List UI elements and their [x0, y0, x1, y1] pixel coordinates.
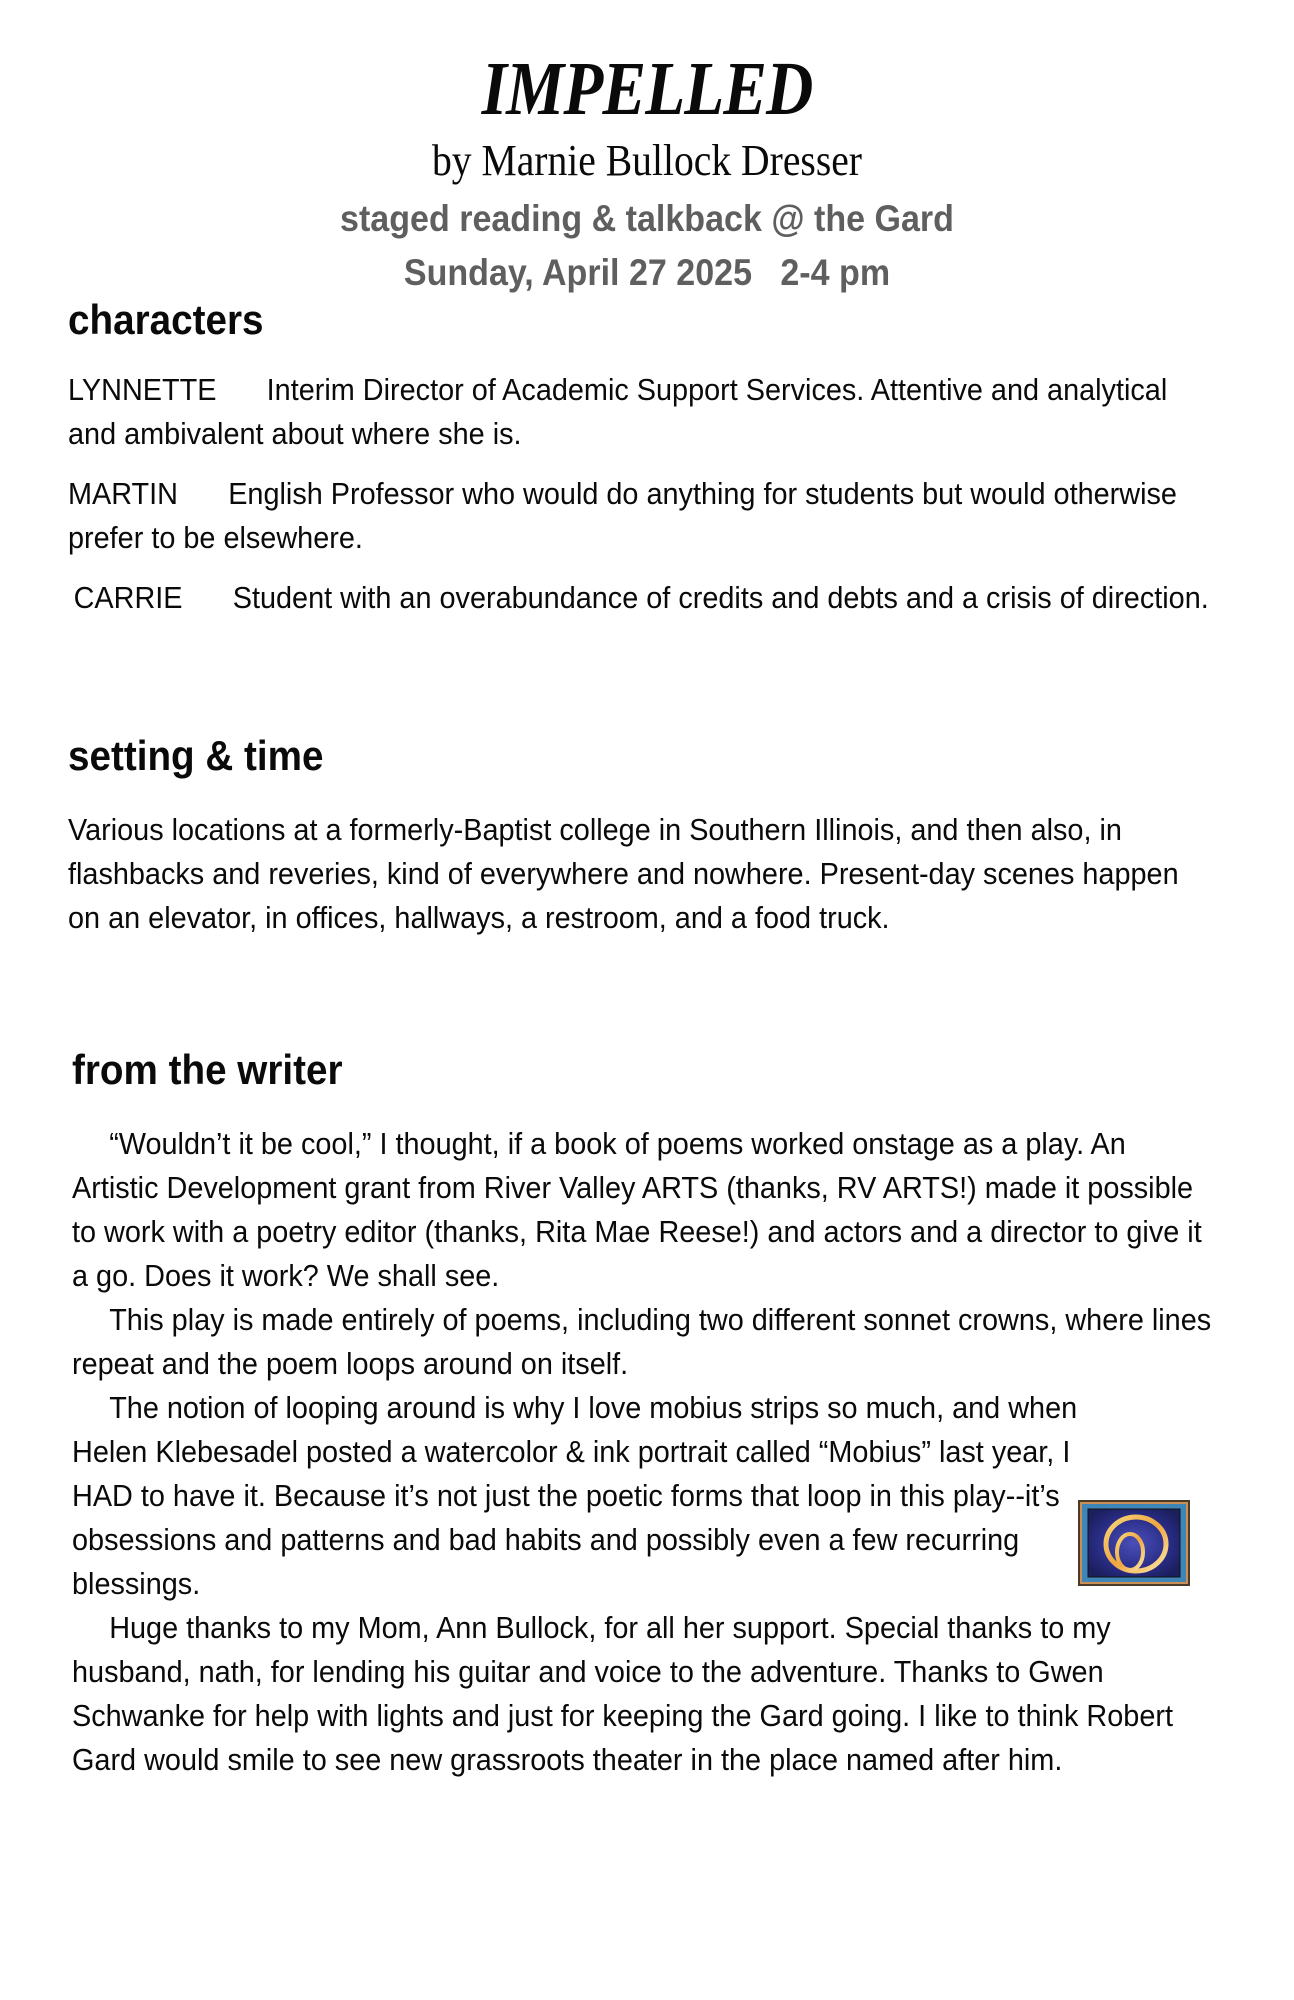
setting-text: Various locations at a formerly-Baptist college in Southern Illinois, and then also, in flashbacks and reveries, kind of everywhere and nowhere. Present-day scenes happen on an elevator, in offices, hallways, a restroom, and a food truck.: [68, 812, 1179, 935]
character-entry-lynnette: [68, 368, 1212, 456]
writer-section: [72, 1044, 1232, 1782]
character-entry-martin: [68, 472, 1212, 560]
character-description: Student with an overabundance of credits and debts and a crisis of direction.: [232, 580, 1209, 615]
characters-heading: characters: [68, 296, 264, 343]
writer-heading: from the writer: [72, 1046, 343, 1093]
writer-paragraph-4: Huge thanks to my Mom, Ann Bullock, for all her support. Special thanks to my husband, nath, for lending his guitar and voice to the adventure. Thanks to Gwen Schwanke for help with lights and just for keeping the Gard going. I like to think Robert Gard would smile to see new grassroots theater in the place named after him.: [72, 1610, 1173, 1777]
writer-paragraph-3: The notion of looping around is why I love mobius strips so much, and when Helen Klebesadel posted a watercolor & ink portrait called “Mobius” last year, I HAD to have it. Because it’s not just the poetic forms that loop in this play--it’s obsessions and patterns and bad habits and possibly even a few recurring blessings.: [72, 1390, 1078, 1601]
program-header: [0, 44, 1294, 300]
writer-paragraph-1: “Wouldn’t it be cool,” I thought, if a book of poems worked onstage as a play. An Artistic Development grant from River Valley ARTS (thanks, RV ARTS!) made it possible to work with a poetry editor (thanks, Rita Mae Reese!) and actors and a director to give it a go. Does it work? We shall see.: [72, 1126, 1202, 1293]
character-name: LYNNETTE: [68, 372, 217, 407]
character-list: [68, 368, 1228, 620]
characters-section: [68, 294, 1228, 636]
character-entry-carrie: [68, 576, 1217, 620]
author-byline: by Marnie Bullock Dresser: [431, 136, 863, 185]
event-date-time: Sunday, April 27 2025 2-4 pm: [403, 252, 891, 293]
setting-section: [68, 730, 1228, 940]
character-description: English Professor who would do anything for students but would otherwise prefer to be elsewhere.: [68, 476, 1177, 555]
character-description: Interim Director of Academic Support Services. Attentive and analytical and ambivalent about where she is.: [68, 372, 1168, 451]
play-title: IMPELLED: [481, 47, 813, 131]
writer-paragraph-2: This play is made entirely of poems, including two different sonnet crowns, where lines repeat and the poem loops around on itself.: [72, 1302, 1212, 1381]
character-name: MARTIN: [68, 476, 178, 511]
character-name: CARRIE: [73, 580, 183, 615]
writer-note: [72, 1122, 1232, 1782]
mobius-painting-image: [1080, 1502, 1188, 1584]
mobius-loop-icon: [1080, 1502, 1188, 1584]
event-description: staged reading & talkback @ the Gard: [340, 198, 954, 239]
setting-heading: setting & time: [68, 732, 324, 779]
